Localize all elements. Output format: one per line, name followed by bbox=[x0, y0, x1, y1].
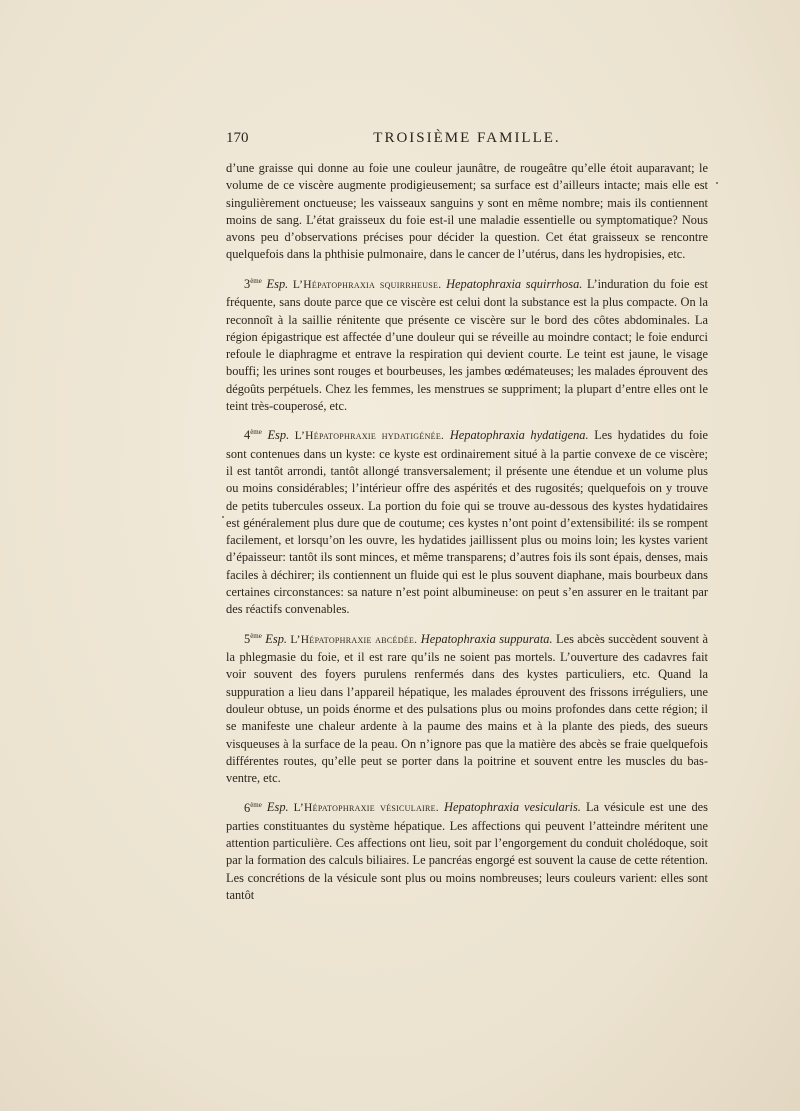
species-name: L’Hépatophraxie hydatigénée. bbox=[294, 430, 445, 443]
species-number: 3ème bbox=[244, 276, 262, 291]
species-abbrev: Esp. bbox=[265, 631, 287, 646]
page-number: 170 bbox=[226, 130, 249, 146]
species-name: L’Hépatophraxie vésiculaire. bbox=[293, 802, 439, 815]
paragraph-species-5 bbox=[226, 628, 708, 788]
species-latin-name: Hepatophraxia vesicularis. bbox=[444, 800, 581, 815]
paragraph-continuation bbox=[226, 160, 708, 264]
species-name: L’Hépatophraxia squirrheuse. bbox=[292, 278, 442, 291]
body-text bbox=[226, 160, 708, 904]
species-abbrev: Esp. bbox=[267, 428, 290, 443]
text-block bbox=[226, 130, 708, 913]
species-number: 5ème bbox=[244, 631, 262, 646]
species-latin-name: Hepatophraxia suppurata. bbox=[420, 631, 553, 646]
paragraph-text: d’une graisse qui donne au foie une couleur jaunâtre, de rougeâtre qu’elle étoit auparavant; le volume de ce viscère augmente prodigieusement; sa surface est d’ailleurs intacte; mais elle est singulièrement onctueuse; les vaisseaux sanguins y sont en même nombre; mais ils contiennent moins de sang. L’état graisseux du foie est-il une maladie essentielle ou symptomatique? Nous avons peu d’observations précises pour décider la question. Cet état graisseux se rencontre quelquefois dans la phthisie pulmonaire, dans le cancer de l’utérus, dans les hydropisies, etc. bbox=[226, 161, 708, 262]
paragraph-text: Les hydatides du foie sont contenues dans un kyste: ce kyste est ordinairement situé à la partie convexe de ce viscère; il est tantôt arrondi, tantôt allongé transversalement; il présente une étendue et un volume plus ou moins considérables; l’intérieur offre des aspérités et des rugosités; quelquefois on y trouve de petits tubercules osseux. La portion du foie qui se trouve au-dessous des kystes hydatidaires est généralement plus dure que de coutume; ces kystes n’ont point d’extensibilité: ils se rompent facilement, et lorsqu’on les ouvre, les hydatides jaillissent plus ou moins loin; les kystes varient d’épaisseur: tantôt ils sont minces, et même transparens; d’autres fois ils sont épais, denses, mais faciles à déchirer; ils contiennent un fluide qui est le plus souvent diaphane, mais bourbeux dans certaines circonstances: sa nature n’est point albumineuse: on peut s’en assurer en le traitant par des réactifs convenables. bbox=[226, 428, 709, 617]
species-name: L’Hépatophraxie abcédée. bbox=[290, 633, 418, 646]
species-latin-name: Hepatophraxia squirrhosa. bbox=[446, 276, 583, 291]
species-number: 6ème bbox=[244, 800, 262, 815]
paragraph-text: La vésicule est une des parties constituantes du système hépatique. Les affections qui peuvent l’atteindre méritent une attention particulière. Ces affections ont lieu, soit par l’engorgement du conduit cholédoque, soit par la formation des calculs biliaires. Le pancréas engorgé est souvent la cause de cette rétention. Les concrétions de la vésicule sont plus ou moins nombreuses; leurs couleurs varient: elles sont tantôt bbox=[226, 800, 708, 903]
ink-speck bbox=[222, 516, 224, 518]
species-abbrev: Esp. bbox=[266, 800, 289, 815]
paragraph-species-6 bbox=[226, 796, 708, 904]
ink-speck bbox=[716, 182, 718, 184]
paragraph-text: L’induration du foie est fréquente, sans doute parce que ce viscère est celui dont la substance est la plus compacte. On la reconnoît à la saillie rénitente que présente ce viscère sur le bord des côtes abdominales. La région épigastrique est affectée d’une douleur qui se réveille au moindre contact; le foie endurci refoule le diaphragme et entrave la respiration qui devient courte. Le teint est jaune, le visage bouffi; les urines sont rouges et bourbeuses, les jambes œdémateuses; les malades éprouvent des dégoûts perpétuels. Chez les femmes, les menstrues se suppriment; la plupart d’entre elles ont le teint très-couperosé, etc. bbox=[226, 276, 708, 413]
species-latin-name: Hepatophraxia hydatigena. bbox=[449, 428, 589, 443]
species-number: 4ème bbox=[244, 428, 262, 443]
paragraph-species-4 bbox=[226, 424, 708, 618]
running-head bbox=[226, 130, 708, 156]
running-title: TROISIÈME FAMILLE. bbox=[373, 130, 561, 146]
paragraph-species-3 bbox=[226, 273, 708, 416]
species-abbrev: Esp. bbox=[266, 276, 289, 291]
paragraph-text: Les abcès succèdent souvent à la phlegmasie du foie, et il est rare qu’ils ne soient pas mortels. L’ouverture des cadavres fait voir souvent des foyers purulens renfermés dans des kystes particuliers, etc. Quand la suppuration a lieu dans l’appareil hépatique, les malades éprouvent des frissons irréguliers, une douleur obtuse, un poids énorme et des pulsations plus ou moins profondes dans cette région; il se manifeste une chaleur ardente à la paume des mains et à la plante des pieds, des sueurs visqueuses à la surface de la peau. On n’ignore pas que la matière des abcès se fraie quelquefois différentes routes, qu’elle peut se porter dans la poitrine et souvent entre les muscles du bas-ventre, etc. bbox=[226, 631, 708, 786]
